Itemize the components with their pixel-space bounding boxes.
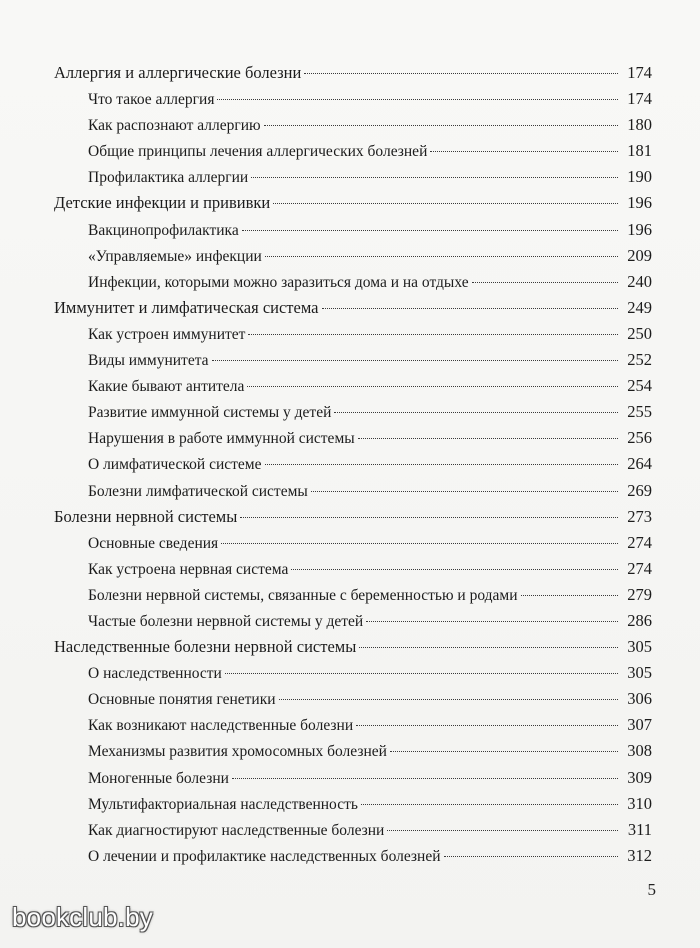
toc-entry-page: 274 [627,558,652,578]
toc-entry-page: 196 [627,193,652,213]
toc-section [52,86,652,112]
toc-section [52,843,652,869]
toc-entry-title: Как устроена нервная система [88,560,289,578]
dot-leader [221,543,618,544]
toc-chapter [52,60,652,86]
toc-entry-page: 279 [627,584,652,604]
toc-section [52,164,652,190]
toc-section [52,243,652,269]
toc-entry-title: Инфекции, которыми можно заразиться дома и на отдыхе [88,273,469,291]
toc-entry-title: Основные понятия генетики [88,691,276,709]
toc-entry-page: 273 [627,506,652,526]
toc-entry-page: 305 [627,663,652,683]
toc-entry-page: 255 [627,402,652,422]
dot-leader [356,725,618,726]
dot-leader [232,778,618,779]
toc-entry-page: 264 [627,454,652,474]
toc-section [52,347,652,373]
toc-section [52,478,652,504]
toc-section [52,660,652,686]
dot-leader [359,647,618,648]
toc-entry-title: О наследственности [88,665,222,683]
toc-entry-page: 196 [627,219,652,239]
toc-entry-page: 180 [627,115,652,135]
dot-leader [472,282,618,283]
dot-leader [521,595,619,596]
dot-leader [322,308,619,309]
dot-leader [444,856,618,857]
toc-section [52,556,652,582]
dot-leader [212,360,618,361]
toc-entry-page: 306 [627,689,652,709]
toc-section [52,138,652,164]
dot-leader [265,256,618,257]
dot-leader [390,751,618,752]
toc-entry-page: 190 [627,167,652,187]
toc-entry-title: Как диагностируют наследственные болезни [88,821,385,839]
toc-entry-title: Развитие иммунной системы у детей [88,404,332,422]
dot-leader [273,203,618,204]
toc-entry-title: Иммунитет и лимфатическая система [54,297,319,317]
toc-entry-title: Как устроен иммунитет [88,325,246,343]
toc-section [52,817,652,843]
toc-entry-title: Профилактика аллергии [88,169,249,187]
dot-leader [291,569,618,570]
toc-chapter [52,504,652,530]
toc-entry-page: 209 [627,245,652,265]
dot-leader [279,699,618,700]
toc-entry-page: 240 [627,271,652,291]
dot-leader [304,73,618,74]
toc-entry-page: 310 [627,793,652,813]
dot-leader [247,386,618,387]
dot-leader [366,621,618,622]
toc-entry-title: Общие принципы лечения аллергических болезней [88,143,428,161]
toc-entry-title: Какие бывают антитела [88,378,245,396]
toc-entry-title: Моногенные болезни [88,769,229,787]
toc-entry-page: 274 [627,532,652,552]
toc-section [52,791,652,817]
toc-entry-title: Нарушения в работе иммунной системы [88,430,355,448]
toc-section [52,451,652,477]
toc-entry-title: О лимфатической системе [88,456,262,474]
toc-entry-page: 252 [627,350,652,370]
dot-leader [248,334,618,335]
toc-section [52,321,652,347]
toc-section [52,425,652,451]
dot-leader [265,464,619,465]
toc-chapter [52,190,652,216]
toc-entry-page: 305 [627,637,652,657]
toc-entry-page: 174 [627,63,652,82]
toc-section [52,582,652,608]
toc-entry-title: Основные сведения [88,534,219,552]
toc-entry-page: 311 [627,819,652,839]
dot-leader [358,438,618,439]
toc-entry-page: 174 [627,89,652,109]
toc-entry-title: Что такое аллергия [88,91,215,109]
toc-entry-page: 269 [627,480,652,500]
toc-entry-page: 256 [627,428,652,448]
dot-leader [264,125,618,126]
watermark: bookclub.by [12,902,153,932]
dot-leader [334,412,618,413]
toc-entry-title: Болезни нервной системы, связанные с беременностью и родами [88,586,518,604]
toc-entry-title: О лечении и профилактике наследственных болезней [88,847,441,865]
toc-entry-title: Механизмы развития хромосомных болезней [88,743,387,761]
toc-chapter [52,295,652,321]
toc-chapter [52,634,652,660]
toc-section [52,712,652,738]
toc-entry-title: Как возникают наследственные болезни [88,717,354,735]
page-number: 5 [647,880,656,899]
toc-entry-title: Частые болезни нервной системы у детей [88,612,364,630]
table-of-contents [52,60,652,869]
toc-entry-title: Болезни лимфатической системы [88,482,308,500]
toc-section [52,112,652,138]
toc-section [52,269,652,295]
toc-entry-page: 312 [627,845,652,865]
toc-section [52,608,652,634]
toc-entry-title: Виды иммунитета [88,352,209,370]
dot-leader [240,517,618,518]
dot-leader [311,491,618,492]
dot-leader [430,151,618,152]
toc-entry-title: Как распознают аллергию [88,117,261,135]
toc-entry-title: Вакцинопрофилактика [88,221,239,239]
toc-entry-page: 250 [627,323,652,343]
toc-entry-page: 249 [627,297,652,317]
dot-leader [251,177,618,178]
toc-entry-title: Болезни нервной системы [54,506,238,526]
toc-section [52,686,652,712]
toc-entry-page: 286 [627,610,652,630]
toc-entry-title: Аллергия и аллергические болезни [54,63,302,82]
toc-section [52,399,652,425]
toc-entry-page: 307 [627,715,652,735]
toc-section [52,738,652,764]
toc-entry-page: 254 [627,376,652,396]
toc-section [52,530,652,556]
toc-section [52,217,652,243]
toc-entry-page: 309 [627,767,652,787]
toc-section [52,765,652,791]
dot-leader [387,830,618,831]
toc-entry-page: 181 [627,141,652,161]
dot-leader [217,99,618,100]
toc-entry-title: «Управляемые» инфекции [88,247,262,265]
dot-leader [361,804,618,805]
toc-entry-page: 308 [627,741,652,761]
toc-entry-title: Наследственные болезни нервной системы [54,637,357,657]
toc-entry-title: Детские инфекции и прививки [54,193,271,213]
toc-section [52,373,652,399]
dot-leader [242,230,618,231]
toc-entry-title: Мультифакториальная наследственность [88,795,358,813]
dot-leader [225,673,618,674]
